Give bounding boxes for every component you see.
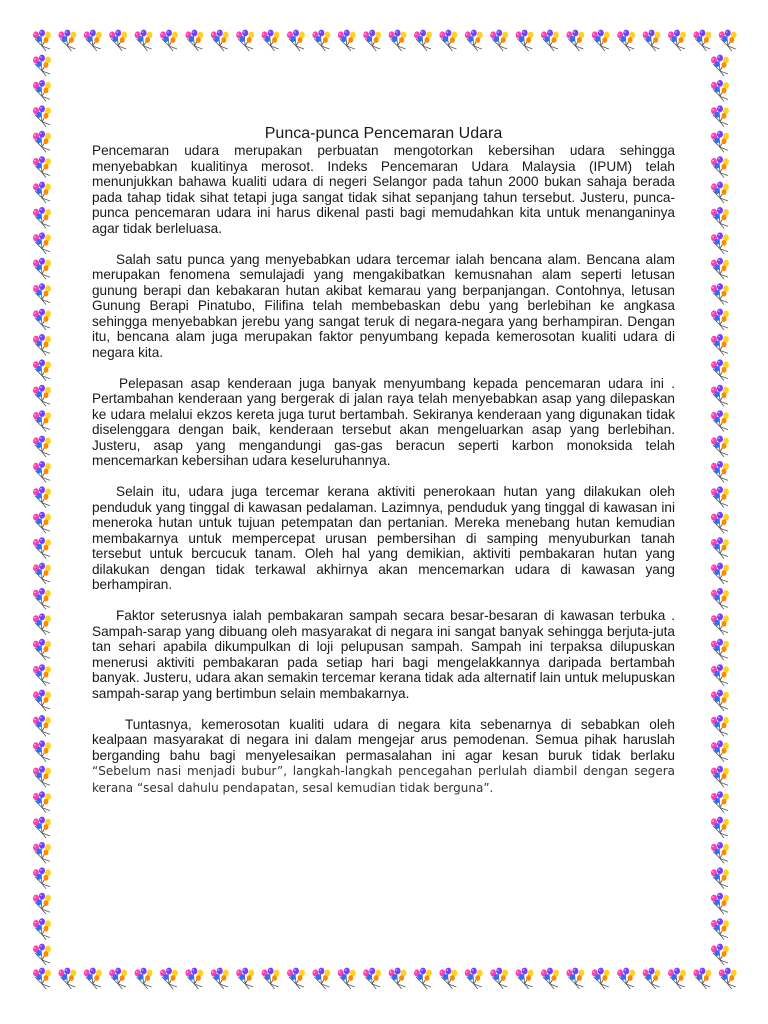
balloon-bunch-icon <box>211 30 229 51</box>
balloon-bunch-icon <box>33 791 51 812</box>
balloon-bunch-icon <box>711 334 729 355</box>
balloon-bunch-icon <box>711 512 729 533</box>
balloon-bunch-icon <box>711 436 729 457</box>
balloon-bunch-icon <box>711 537 729 558</box>
balloon-bunch-icon <box>33 55 51 76</box>
balloon-bunch-icon <box>490 968 508 989</box>
balloon-bunch-icon <box>312 968 330 989</box>
balloon-bunch-icon <box>33 639 51 660</box>
balloon-bunch-icon <box>33 30 51 51</box>
balloon-bunch-icon <box>414 30 432 51</box>
balloon-bunch-icon <box>33 283 51 304</box>
balloon-bunch-icon <box>33 588 51 609</box>
balloon-bunch-icon <box>711 664 729 685</box>
balloon-bunch-icon <box>236 968 254 989</box>
balloon-bunch-icon <box>135 968 153 989</box>
balloon-bunch-icon <box>711 867 729 888</box>
balloon-bunch-icon <box>160 968 178 989</box>
balloon-bunch-icon <box>33 512 51 533</box>
balloon-bunch-icon <box>33 690 51 711</box>
balloon-bunch-icon <box>711 944 729 965</box>
balloon-bunch-icon <box>490 30 508 51</box>
balloon-bunch-icon <box>711 385 729 406</box>
paragraph-vehicle-smoke: Pelepasan asap kenderaan juga banyak menyumbang kepada pencemaran udara ini . Pertambahan kenderaan yang bergerak di jalan raya telah menyebabkan asap yang dilepaskan ke udara melalui ekzos kereta juga turut bertambah. Sekiranya kenderaan yang digunakan tidak diselenggara dengan baik, kenderaan tersebut akan mengeluarkan asap yang berlebihan. Justeru, asap yang mengandungi gas-gas beracun seperti karbon monoksida telah mencemarkan kebersihan udara keseluruhannya. <box>92 375 675 468</box>
balloon-bunch-icon <box>711 131 729 152</box>
balloon-bunch-icon <box>711 207 729 228</box>
balloon-bunch-icon <box>33 893 51 914</box>
conclusion-text: Tuntasnya, kemerosotan kualiti udara di negara kita sebenarnya di sebabkan oleh kealpaan masyarakat di negara ini dalam mengejar arus pemodenan. Semua pihak haruslah berganding bahu bagi menyelesaikan permasalahan ini agar kesan buruk tidak berlaku <box>92 716 675 763</box>
balloon-bunch-icon <box>389 30 407 51</box>
balloon-bunch-icon <box>185 968 203 989</box>
balloon-bunch-icon <box>33 817 51 838</box>
balloon-bunch-icon <box>33 461 51 482</box>
balloon-bunch-icon <box>711 232 729 253</box>
balloon-bunch-icon <box>33 664 51 685</box>
balloon-bunch-icon <box>668 30 686 51</box>
balloon-bunch-icon <box>566 968 584 989</box>
balloon-bunch-icon <box>33 105 51 126</box>
balloon-bunch-icon <box>109 968 127 989</box>
balloon-bunch-icon <box>33 613 51 634</box>
balloon-bunch-icon <box>711 766 729 787</box>
balloon-bunch-icon <box>617 968 635 989</box>
balloon-bunch-icon <box>711 258 729 279</box>
balloon-bunch-icon <box>236 30 254 51</box>
balloon-bunch-icon <box>693 30 711 51</box>
balloon-bunch-icon <box>211 968 229 989</box>
paragraph-conclusion <box>92 717 675 797</box>
balloon-bunch-icon <box>711 309 729 330</box>
balloon-bunch-icon <box>414 968 432 989</box>
balloon-bunch-icon <box>33 334 51 355</box>
balloon-bunch-icon <box>711 283 729 304</box>
balloon-bunch-icon <box>312 30 330 51</box>
balloon-bunch-icon <box>711 105 729 126</box>
balloon-bunch-icon <box>711 563 729 584</box>
balloon-bunch-icon <box>465 30 483 51</box>
balloon-bunch-icon <box>262 968 280 989</box>
balloon-bunch-icon <box>711 80 729 101</box>
balloon-bunch-icon <box>33 359 51 380</box>
balloon-bunch-icon <box>711 410 729 431</box>
balloon-bunch-icon <box>668 968 686 989</box>
balloon-bunch-icon <box>711 893 729 914</box>
balloon-bunch-icon <box>338 968 356 989</box>
balloon-bunch-icon <box>711 156 729 177</box>
balloon-bunch-icon <box>711 182 729 203</box>
balloon-bunch-icon <box>541 30 559 51</box>
balloon-bunch-icon <box>465 968 483 989</box>
balloon-bunch-icon <box>33 80 51 101</box>
balloon-bunch-icon <box>711 588 729 609</box>
balloon-bunch-icon <box>58 968 76 989</box>
balloon-bunch-icon <box>33 385 51 406</box>
balloon-bunch-icon <box>84 30 102 51</box>
balloon-bunch-icon <box>389 968 407 989</box>
balloon-bunch-icon <box>33 258 51 279</box>
balloon-bunch-icon <box>33 918 51 939</box>
balloon-bunch-icon <box>135 30 153 51</box>
balloon-bunch-icon <box>33 867 51 888</box>
balloon-bunch-icon <box>33 156 51 177</box>
balloon-bunch-icon <box>109 30 127 51</box>
balloon-bunch-icon <box>33 486 51 507</box>
balloon-bunch-icon <box>719 30 737 51</box>
balloon-bunch-icon <box>33 740 51 761</box>
balloon-bunch-icon <box>33 766 51 787</box>
balloon-bunch-icon <box>439 30 457 51</box>
balloon-bunch-icon <box>33 207 51 228</box>
balloon-bunch-icon <box>643 968 661 989</box>
paragraph-intro: Pencemaran udara merupakan perbuatan mengotorkan kebersihan udara sehingga menyebabkan kualitinya merosot. Indeks Pencemaran Udara Malaysia (IPUM) telah menunjukkan bahawa kualiti udara di negeri Selangor pada tahun 2000 bukan sahaja berada pada tahap tidak sihat tetapi juga sangat tidak sihat sepanjang tahun tersebut. Justeru, punca-punca pencemaran udara ini harus dikenal pasti bagi memudahkan kita untuk menanganinya agar tidak berleluasa. <box>92 143 675 236</box>
paragraph-open-burning: Faktor seterusnya ialah pembakaran sampah secara besar-besaran di kawasan terbuka . Sampah-sarap yang dibuang oleh masyarakat di negara ini sangat banyak sehingga berjuta-juta tan sehari apabila dikumpulkan di loji pelupusan sampah. Sampah ini terpaksa dilupuskan menerusi aktiviti pembakaran pada setiap hari bagi mengelakkannya daripada bertambah banyak. Justeru, udara akan semakin tercemar kerana tidak ada alternatif lain untuk melupuskan sampah-sarap yang bertimbun selain membakarnya. <box>92 608 675 701</box>
balloon-bunch-icon <box>711 639 729 660</box>
balloon-bunch-icon <box>363 30 381 51</box>
document-page <box>92 125 675 812</box>
balloon-bunch-icon <box>592 968 610 989</box>
balloon-bunch-icon <box>711 486 729 507</box>
balloon-bunch-icon <box>58 30 76 51</box>
balloon-bunch-icon <box>592 30 610 51</box>
balloon-bunch-icon <box>711 842 729 863</box>
balloon-bunch-icon <box>363 968 381 989</box>
balloon-bunch-icon <box>262 30 280 51</box>
paragraph-forest-clearing: Selain itu, udara juga tercemar kerana aktiviti penerokaan hutan yang dilakukan oleh penduduk yang tinggal di kawasan pedalaman. Lazimnya, penduduk yang tinggal di kawasan ini meneroka hutan untuk tujuan petempatan dan pertanian. Mereka menebang hutan kemudian membakarnya untuk mempercepat urusan pembersihan di samping menyuburkan tanah tersebut untuk bercucuk tanam. Oleh hal yang demikian, aktiviti pembakaran hutan yang dilakukan dengan tidak terkawal akhirnya akan mencemarkan udara di kawasan yang berhampiran. <box>92 484 675 592</box>
balloon-bunch-icon <box>84 968 102 989</box>
document-title: Punca-punca Pencemaran Udara <box>264 125 503 142</box>
balloon-bunch-icon <box>516 968 534 989</box>
balloon-bunch-icon <box>516 30 534 51</box>
balloon-bunch-icon <box>33 182 51 203</box>
balloon-bunch-icon <box>33 563 51 584</box>
balloon-bunch-icon <box>711 690 729 711</box>
balloon-bunch-icon <box>439 968 457 989</box>
balloon-bunch-icon <box>566 30 584 51</box>
balloon-bunch-icon <box>33 537 51 558</box>
balloon-bunch-icon <box>719 968 737 989</box>
balloon-bunch-icon <box>33 410 51 431</box>
balloon-bunch-icon <box>711 817 729 838</box>
balloon-bunch-icon <box>33 715 51 736</box>
balloon-bunch-icon <box>33 944 51 965</box>
balloon-bunch-icon <box>711 461 729 482</box>
balloon-bunch-icon <box>711 55 729 76</box>
balloon-bunch-icon <box>711 359 729 380</box>
balloon-bunch-icon <box>287 30 305 51</box>
balloon-bunch-icon <box>711 740 729 761</box>
balloon-bunch-icon <box>711 613 729 634</box>
balloon-bunch-icon <box>711 918 729 939</box>
balloon-bunch-icon <box>33 436 51 457</box>
balloon-bunch-icon <box>617 30 635 51</box>
balloon-bunch-icon <box>33 232 51 253</box>
balloon-bunch-icon <box>711 791 729 812</box>
balloon-bunch-icon <box>33 309 51 330</box>
balloon-bunch-icon <box>160 30 178 51</box>
balloon-bunch-icon <box>33 131 51 152</box>
paragraph-natural-disaster: Salah satu punca yang menyebabkan udara tercemar ialah bencana alam. Bencana alam merupakan fenomena semulajadi yang mengakibatkan kemusnahan alam seperti letusan gunung berapi dan kebakaran hutan akibat kemarau yang berpanjangan. Contohnya, letusan Gunung Berapi Pinatubo, Filifina telah membebaskan debu yang berlebihan ke angkasa sehingga menyebabkan jerebu yang sangat teruk di negara-negara yang berhampiran. Dengan itu, bencana alam juga merupakan faktor penyumbang kepada kemerosotan kualiti udara di negara kita. <box>92 251 675 360</box>
balloon-bunch-icon <box>33 968 51 989</box>
balloon-bunch-icon <box>33 842 51 863</box>
balloon-bunch-icon <box>338 30 356 51</box>
conclusion-quote: “Sebelum nasi menjadi bubur”, langkah-langkah pencegahan perlulah diambil dengan segera kerana “sesal dahulu pendapatan, sesal kemudian tidak berguna”. <box>92 764 675 795</box>
balloon-bunch-icon <box>643 30 661 51</box>
balloon-bunch-icon <box>693 968 711 989</box>
balloon-bunch-icon <box>711 715 729 736</box>
balloon-bunch-icon <box>287 968 305 989</box>
balloon-bunch-icon <box>185 30 203 51</box>
balloon-bunch-icon <box>541 968 559 989</box>
